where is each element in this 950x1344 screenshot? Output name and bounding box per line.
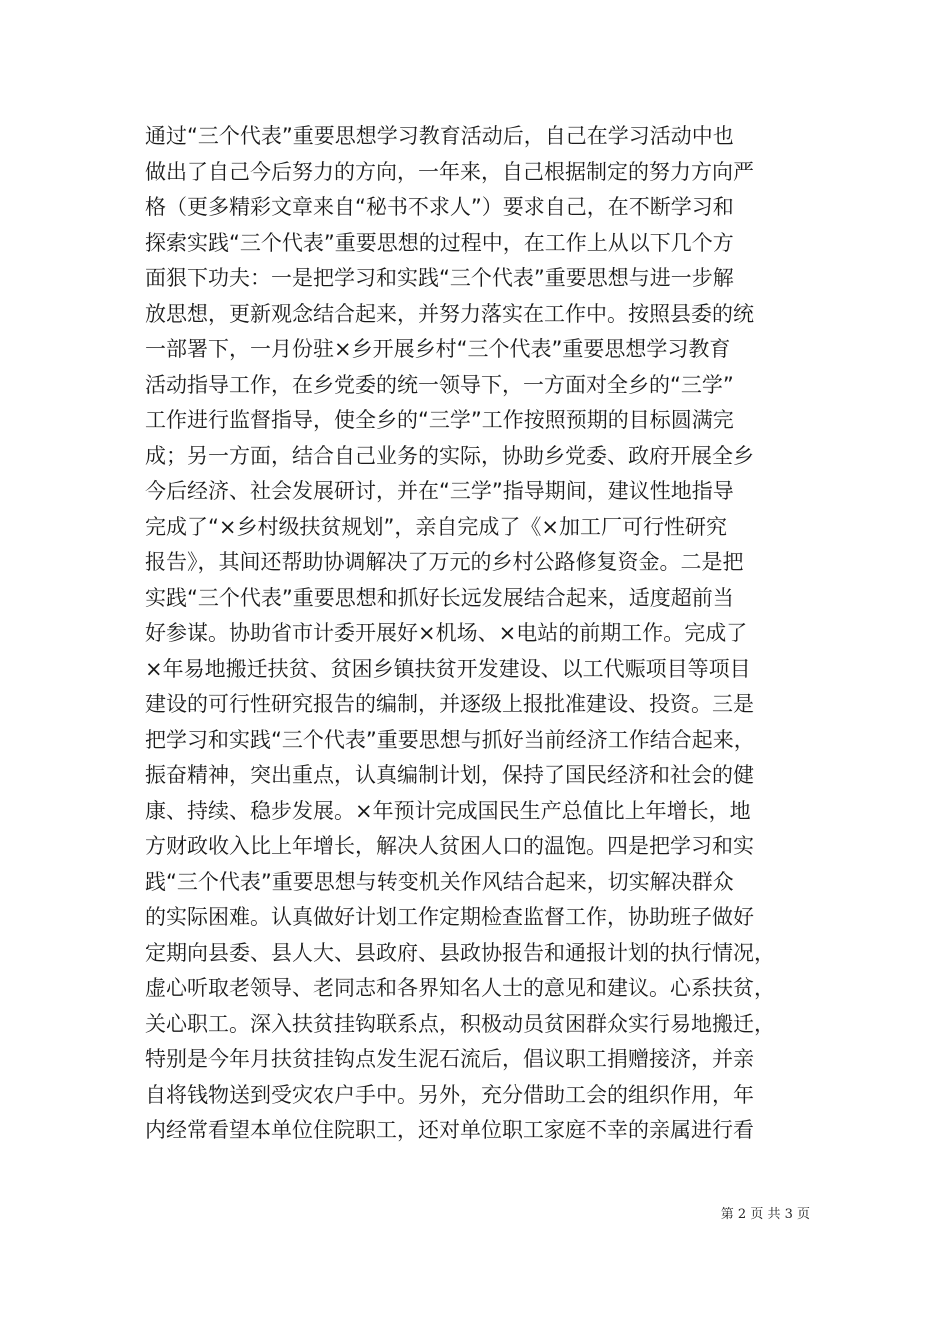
text-line: ×年易地搬迁扶贫、贫困乡镇扶贫开发建设、以工代赈项目等项目	[145, 656, 751, 681]
text-line: 的实际困难。认真做好计划工作定期检查监督工作，协助班子做好	[145, 905, 754, 929]
text-line: 定期向县委、县人大、县政府、县政协报告和通报计划的执行情况，	[145, 940, 775, 965]
text-line: 建设的可行性研究报告的编制，并逐级上报批准建设、投资。三是	[145, 692, 754, 716]
text-line: 关心职工。深入扶贫挂钩联系点，积极动员贫困群众实行易地搬迁，	[145, 1011, 775, 1036]
text-line: 践“三个代表”重要思想与转变机关作风结合起来，切实解决群众	[145, 869, 734, 894]
text-line: 特别是今年月扶贫挂钩点发生泥石流后，倡议职工捐赠接济，并亲	[145, 1047, 754, 1071]
page-number-footer: 第 2 页 共 3 页	[720, 1207, 810, 1222]
text-line: 完成了“×乡村级扶贫规划”，亲自完成了《×加工厂可行性研究	[145, 514, 727, 539]
text-line: 放思想，更新观念结合起来，并努力落实在工作中。按照县委的统	[145, 301, 754, 326]
text-line: 做出了自己今后努力的方向，一年来，自己根据制定的努力方向严	[145, 159, 754, 184]
body-text	[145, 119, 825, 1149]
text-line: 好参谋。协助省市计委开展好×机场、×电站的前期工作。完成了	[145, 621, 748, 645]
text-line: 实践“三个代表”重要思想和抓好长远发展结合起来，适度超前当	[145, 585, 734, 610]
text-line: 一部署下，一月份驻×乡开展乡村“三个代表”重要思想学习教育	[145, 337, 731, 361]
text-line: 把学习和实践“三个代表”重要思想与抓好当前经济工作结合起来，	[145, 727, 755, 752]
text-line: 面狠下功夫：一是把学习和实践“三个代表”重要思想与进一步解	[145, 266, 734, 290]
text-line: 工作进行监督指导，使全乡的“三学”工作按照预期的目标圆满完	[145, 408, 734, 432]
text-line: 方财政收入比上年增长，解决人贫困人口的温饱。四是把学习和实	[145, 834, 754, 858]
text-line: 今后经济、社会发展研讨，并在“三学”指导期间，建议性地指导	[145, 479, 734, 503]
text-line: 格（更多精彩文章来自“秘书不求人”）要求自己，在不断学习和	[145, 195, 734, 219]
text-line: 康、持续、稳步发展。×年预计完成国民生产总值比上年增长，地	[145, 798, 751, 823]
text-line: 活动指导工作，在乡党委的统一领导下，一方面对全乡的“三学”	[145, 372, 734, 397]
text-line: 内经常看望本单位住院职工，还对单位职工家庭不幸的亲属进行看	[145, 1118, 754, 1142]
text-line: 虚心听取老领导、老同志和各界知名人士的意见和建议。心系扶贫，	[145, 976, 775, 1000]
text-line: 探索实践“三个代表”重要思想的过程中，在工作上从以下几个方	[145, 230, 734, 255]
text-line: 报告》，其间还帮助协调解决了万元的乡村公路修复资金。二是把	[145, 550, 744, 574]
text-line: 振奋精神，突出重点，认真编制计划，保持了国民经济和社会的健	[145, 763, 754, 787]
text-line: 成；另一方面，结合自己业务的实际，协助乡党委、政府开展全乡	[145, 443, 754, 468]
text-line: 通过“三个代表”重要思想学习教育活动后，自己在学习活动中也	[145, 124, 734, 148]
text-line: 自将钱物送到受灾农户手中。另外，充分借助工会的组织作用，年	[145, 1082, 754, 1107]
